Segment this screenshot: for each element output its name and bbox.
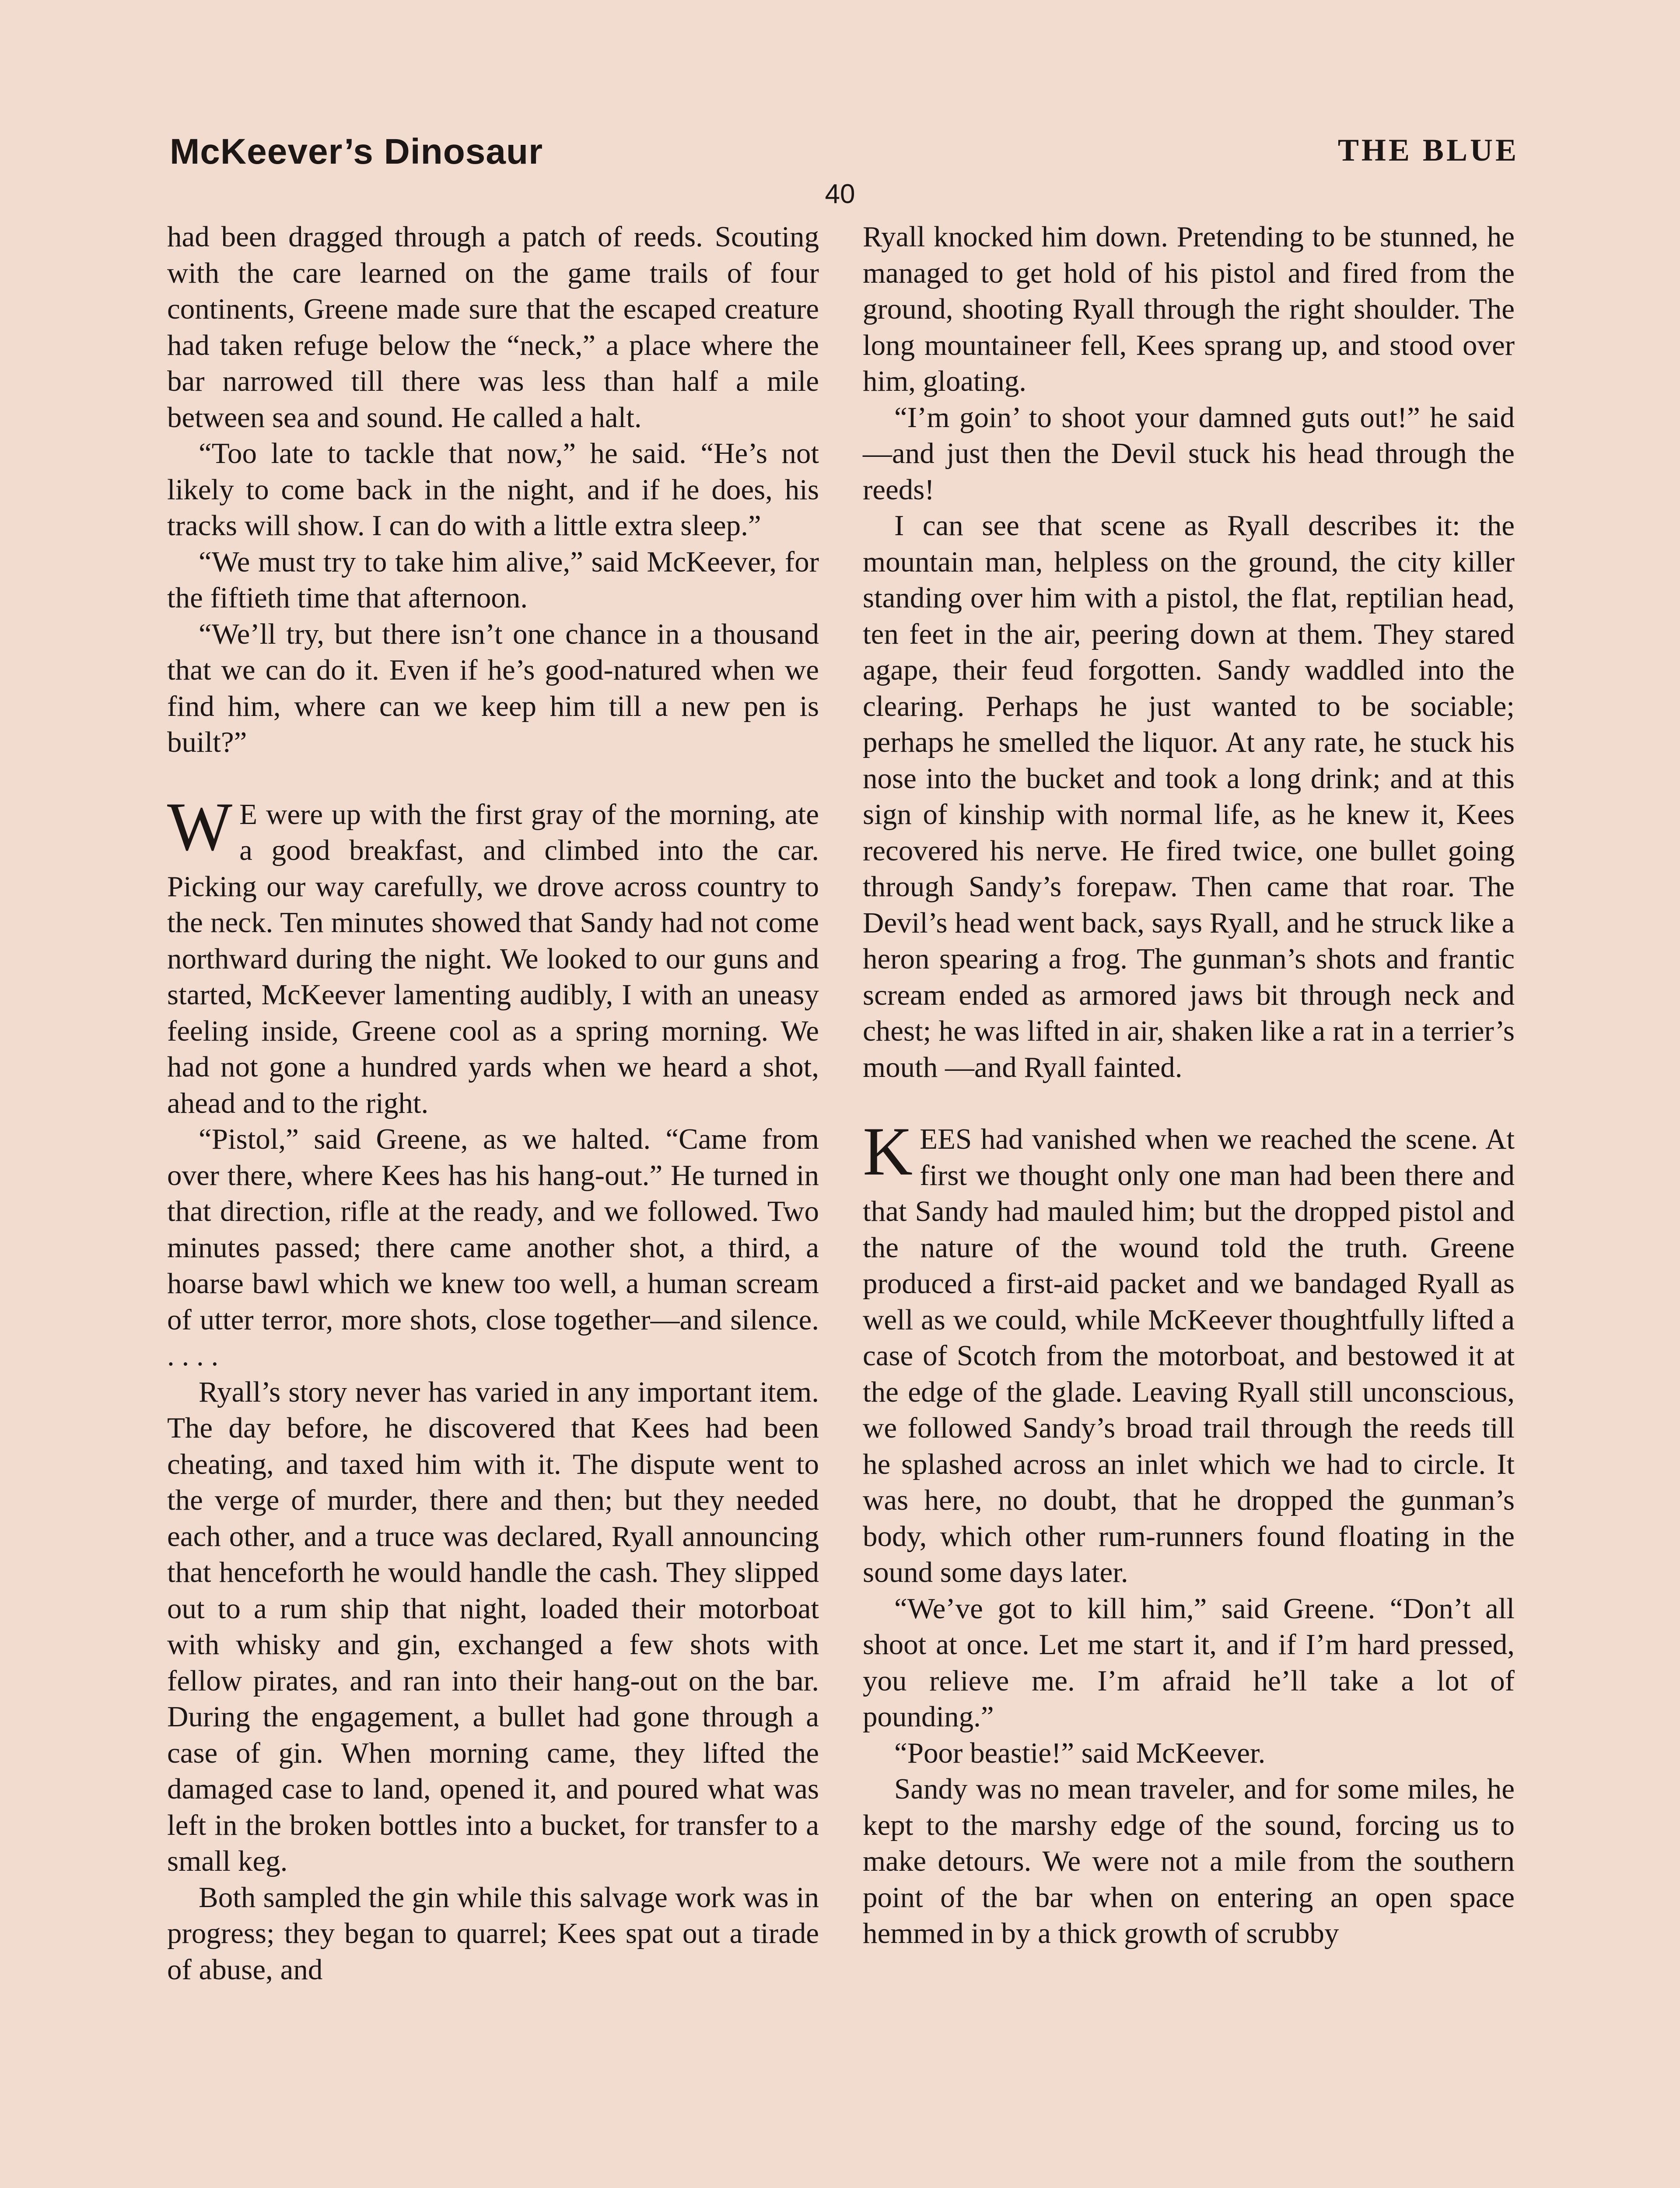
- paragraph: had been dragged through a patch of reeds. Scouting with the care learned on the game trails of four continents, Greene made sure that the escaped creature had taken refuge below the “neck,” a place where the bar narrowed till there was less than half a mile between sea and sound. He called a halt.: [167, 221, 819, 434]
- story-title: McKeever’s Dinosaur: [170, 132, 543, 172]
- section-start-paragraph: [167, 788, 819, 1122]
- paragraph: “Poor beastie!” said McKeever.: [894, 1736, 1266, 1769]
- paragraph: Sandy was no mean traveler, and for some miles, he kept to the marshy edge of the sound, forcing us to make detours. We were not a mile from the southern point of the bar when on entering an open space hemmed in by a thick growth of scrubby: [863, 1773, 1515, 1950]
- page-header: [170, 127, 1519, 175]
- paragraph-text: E were up with the first gray of the morning, ate a good breakfast, and climbed into the car. Picking our way carefully, we drove across country to the neck. Ten minutes showed that Sandy had not come northward during the night. We looked to our guns and started, McKeever lamenting audibly, I with an uneasy feeling inside, Greene cool as a spring morning. We had not gone a hundred yards when we heard a shot, ahead and to the right.: [167, 798, 819, 1119]
- paragraph: Ryall knocked him down. Pretending to be stunned, he managed to get hold of his pistol and fired from the ground, shooting Ryall through the right shoulder. The long mountaineer fell, Kees sprang up, and stood over him, gloating.: [863, 221, 1515, 397]
- magazine-name: THE BLUE: [1337, 133, 1519, 168]
- page-number: 40: [825, 179, 855, 209]
- paragraph: I can see that scene as Ryall describes it: the mountain man, helpless on the ground, the city killer standing over him with a pistol, the flat, reptilian head, ten feet in the air, peering down at them. They stared agape, their feud forgotten. Sandy waddled into the clearing. Perhaps he just wanted to be sociable; perhaps he smelled the liquor. At any rate, he stuck his nose into the bucket and took a long drink; and at this sign of kinship with normal life, as he knew it, Kees recovered his nerve. He fired twice, one bullet going through Sandy’s forepaw. Then came that roar. The Devil’s head went back, says Ryall, and he struck like a heron spearing a frog. The gunman’s shots and frantic scream ended as armored jaws bit through neck and chest; he was lifted in air, shaken like a rat in a terrier’s mouth —and Ryall fainted.: [863, 509, 1515, 1083]
- paragraph: “We’ve got to kill him,” said Greene. “Don’t all shoot at once. Let me start it, and if I’m hard pressed, you relieve me. I’m afraid he’ll take a lot of pounding.”: [863, 1592, 1515, 1733]
- paragraph-text: EES had vanished when we reached the scene. At first we thought only one man had been there and that Sandy had mauled him; but the dropped pistol and the nature of the wound told the truth. Greene produced a first-aid packet and we bandaged Ryall as well as we could, while McKeever thoughtfully lifted a case of Scotch from the motorboat, and bestowed it at the edge of the glade. Leaving Ryall still unconscious, we followed Sandy’s broad trail through the reeds till he splashed across an inlet which we had to circle. It was here, no doubt, that he dropped the gunman’s body, which other rum-runners found floating in the sound some days later.: [863, 1123, 1515, 1588]
- paragraph: Ryall’s story never has varied in any important item. The day before, he discovered that Kees had been cheating, and taxed him with it. The dispute went to the verge of murder, there and then; but they needed each other, and a truce was declared, Ryall announcing that henceforth he would handle the cash. They slipped out to a rum ship that night, loaded their motorboat with whisky and gin, exchanged a few shots with fellow pirates, and ran into their hang-out on the bar. During the engagement, a bullet had gone through a case of gin. When morning came, they lifted the damaged case to land, opened it, and poured what was left in the broken bottles into a bucket, for transfer to a small keg.: [167, 1375, 819, 1877]
- paragraph: “I’m goin’ to shoot your damned guts out!” he said—and just then the Devil stuck his head through the reeds!: [863, 401, 1515, 506]
- left-column: [167, 219, 819, 1988]
- right-column: [863, 219, 1515, 1952]
- paragraph: “Pistol,” said Greene, as we halted. “Came from over there, where Kees has his hang-out.” He turned in that direction, rifle at the ready, and we followed. Two minutes passed; there came another shot, a third, a hoarse bawl which we knew too well, a human scream of utter terror, more shots, close together—and silence. . . . .: [167, 1123, 819, 1372]
- paragraph: “We must try to take him alive,” said McKeever, for the fiftieth time that afternoon.: [167, 545, 819, 614]
- paragraph: “Too late to tackle that now,” he said. “He’s not likely to come back in the night, and if he does, his tracks will show. I can do with a little extra sleep.”: [167, 437, 819, 542]
- paragraph: Both sampled the gin while this salvage work was in progress; they began to quarrel; Kees spat out a tirade of abuse, and: [167, 1881, 819, 1986]
- drop-cap: K: [863, 1113, 913, 1190]
- paragraph: “We’ll try, but there isn’t one chance in a thousand that we can do it. Even if he’s good-natured when we find him, where can we keep him till a new pen is built?”: [167, 617, 819, 758]
- drop-cap: W: [167, 788, 233, 865]
- section-start-paragraph: [863, 1113, 1515, 1591]
